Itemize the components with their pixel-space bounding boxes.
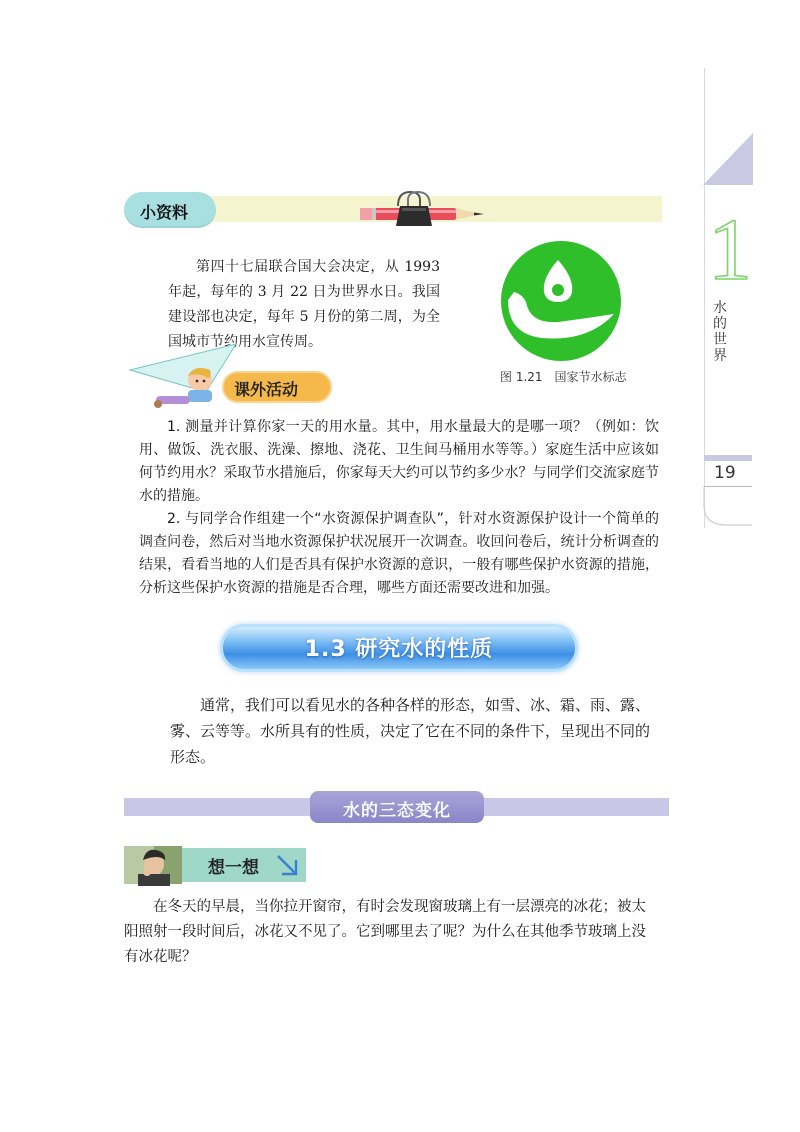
info-box-text: 第四十七届联合国大会决定，从 1993 年起，每年的 3 月 22 日为世界水日。我国建设部也决定，每年 5 月份的第二周，为全国城市节约用水宣传周。 <box>168 259 440 350</box>
water-saving-logo <box>500 240 622 362</box>
page-number-bar <box>704 455 752 461</box>
student-photo <box>124 846 182 884</box>
activity-item: 2. 与同学合作组建一个“水资源保护调查队”，针对水资源保护设计一个简单的调查问卷，然后对当地水资源保护状况展开一次调查。收回问卷后，统计分析调查的结果，看看当地的人们是否具有保护水资源的意识，一般有哪些保护水资源的措施，分析这些保护水资源的措施是否合理，哪些方面还需要改进和加强。 <box>139 511 659 596</box>
section-title: 1.3 研究水的性质 <box>304 637 494 662</box>
arrow-down-right-icon <box>276 852 302 878</box>
margin-triangle-decoration <box>703 133 753 185</box>
svg-text:1: 1 <box>708 202 752 299</box>
info-box-label: 小资料 <box>140 203 189 222</box>
activity-text <box>139 416 659 600</box>
section-intro: 通常，我们可以看见水的各种各样的形态，如雪、冰、霜、雨、露、雾、云等等。水所具有的性质，决定了它在不同的条件下，呈现出不同的形态。 <box>170 696 651 766</box>
subsection-title: 水的三态变化 <box>343 801 451 821</box>
pencil-clip-icon <box>358 186 490 228</box>
activity-item: 1. 测量并计算你家一天的用水量。其中，用水量最大的是哪一项？（例如：饮用、做饭、洗衣服、洗澡、擦地、浇花、卫生间马桶用水等等。）家庭生活中应该如何节约用水？采取节水措施后，你家每天大约可以节约多少水？与同学们交流家庭节水的措施。 <box>139 419 659 504</box>
page-number: 19 <box>714 463 736 483</box>
think-label: 想一想 <box>208 858 259 878</box>
activity-label: 课外活动 <box>234 380 299 399</box>
chapter-number <box>706 202 752 299</box>
figure-caption: 图 1.21 国家节水标志 <box>500 370 627 384</box>
think-text: 在冬天的早晨，当你拉开窗帘，有时会发现窗玻璃上有一层漂亮的冰花；被太阳照射一段时间后，冰花又不见了。它到哪里去了呢？为什么在其他季节玻璃上没有冰花呢？ <box>124 899 646 965</box>
chapter-title-vertical: 水 的 世 界 <box>713 300 727 364</box>
margin-curve-decoration <box>704 487 752 527</box>
